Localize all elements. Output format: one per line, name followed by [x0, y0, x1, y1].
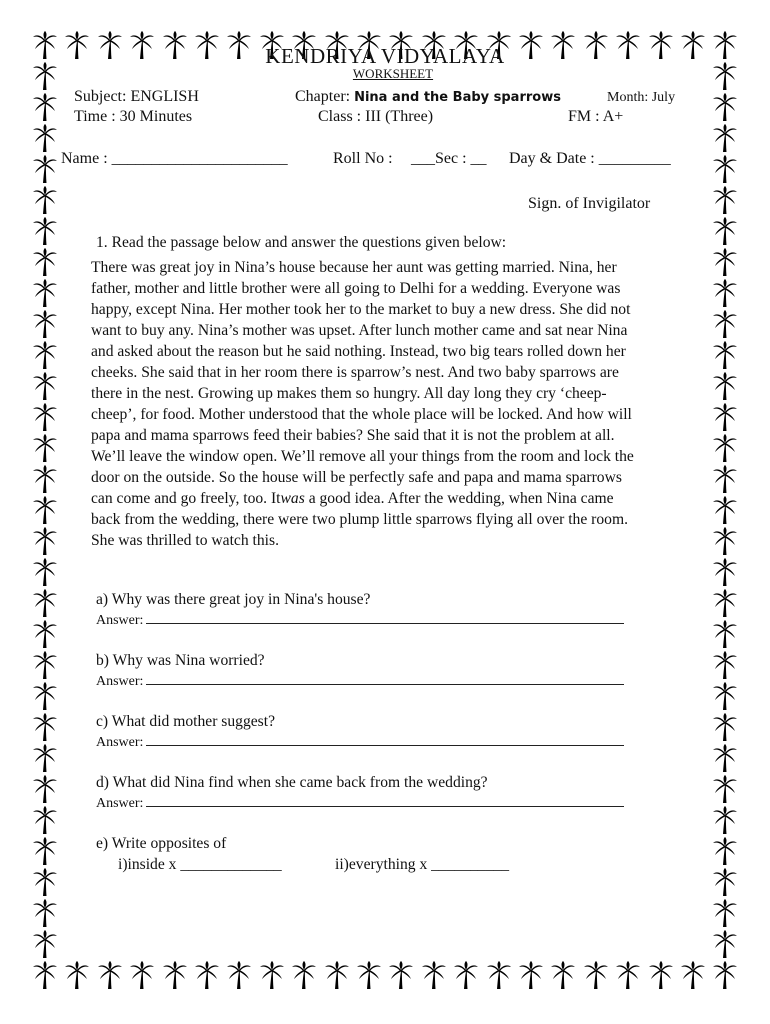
palm-tree-icon [388, 960, 414, 990]
palm-tree-icon [712, 650, 738, 680]
palm-tree-icon [129, 960, 155, 990]
passage-line: want to buy any. Nina’s mother was upset. After lunch mother came and sat near Nina [91, 322, 628, 339]
palm-tree-icon [712, 681, 738, 711]
palm-tree-icon [32, 185, 58, 215]
palm-tree-icon [712, 371, 738, 401]
palm-tree-icon [712, 898, 738, 928]
palm-tree-icon [583, 960, 609, 990]
palm-tree-icon [32, 588, 58, 618]
palm-tree-icon [32, 681, 58, 711]
question-e-part-2[interactable]: ii)everything x __________ [335, 856, 510, 873]
passage-line: there in the nest. Growing up makes them so hungry. All day long they cry ‘cheep- [91, 385, 607, 402]
passage-line: We’ll leave the window open. We’ll remove all your things from the room and lock the [91, 448, 634, 465]
answer-label: Answer: [96, 674, 144, 689]
palm-tree-icon [712, 836, 738, 866]
palm-tree-icon [712, 743, 738, 773]
question-e: e) Write opposites of [96, 835, 227, 852]
palm-tree-icon [421, 960, 447, 990]
fm-label: FM : A+ [568, 108, 624, 125]
question-b: b) Why was Nina worried? [96, 652, 265, 669]
month-label: Month: July [607, 90, 676, 105]
palm-tree-icon [32, 154, 58, 184]
palm-tree-icon [32, 278, 58, 308]
passage-line: papa and mama sparrows feed their babies? She said that it is not the problem at all. [91, 427, 615, 444]
palm-tree-icon [712, 929, 738, 959]
passage-line: and asked about the reason but he said nothing. Instead, two big tears rolled down her [91, 343, 626, 360]
question-1-instruction: 1. Read the passage below and answer the questions given below: [96, 234, 507, 251]
palm-tree-icon [32, 123, 58, 153]
passage-line: She was thrilled to watch this. [91, 532, 279, 549]
answer-line[interactable] [146, 611, 624, 624]
palm-tree-icon [712, 526, 738, 556]
palm-tree-icon [32, 836, 58, 866]
passage-line: father, mother and little brother were all going to Delhi for a wedding. Everyone was [91, 280, 621, 297]
palm-tree-icon [32, 867, 58, 897]
palm-tree-icon [712, 464, 738, 494]
palm-tree-icon [32, 650, 58, 680]
palm-tree-icon [648, 960, 674, 990]
passage-line: cheep’, for food. Mother understood that the whole place will be locked. And how will [91, 406, 632, 423]
palm-tree-icon [32, 464, 58, 494]
palm-tree-icon [32, 805, 58, 835]
palm-tree-icon [226, 960, 252, 990]
question-c: c) What did mother suggest? [96, 713, 275, 730]
palm-tree-icon [32, 247, 58, 277]
palm-tree-icon [712, 495, 738, 525]
palm-tree-icon [32, 526, 58, 556]
palm-tree-icon [32, 960, 58, 990]
palm-tree-icon [712, 774, 738, 804]
answer-line[interactable] [146, 733, 624, 746]
palm-tree-icon [32, 371, 58, 401]
palm-tree-icon [32, 92, 58, 122]
palm-tree-icon [712, 402, 738, 432]
palm-tree-icon [32, 402, 58, 432]
palm-tree-icon [712, 185, 738, 215]
palm-tree-icon [32, 712, 58, 742]
palm-tree-icon [712, 309, 738, 339]
palm-tree-icon [615, 960, 641, 990]
question-a: a) Why was there great joy in Nina's house? [96, 591, 371, 608]
palm-tree-icon [356, 960, 382, 990]
day-date-field: Day & Date : _________ [509, 150, 671, 167]
palm-tree-icon [291, 960, 317, 990]
answer-b[interactable] [96, 672, 624, 690]
class-label: Class : III (Three) [318, 108, 434, 125]
answer-a[interactable] [96, 611, 624, 629]
palm-tree-icon [712, 278, 738, 308]
answer-d[interactable] [96, 794, 624, 812]
chapter-name: Nina and the Baby sparrows [354, 90, 561, 105]
palm-tree-icon [194, 960, 220, 990]
passage-italic: was [280, 490, 305, 507]
palm-tree-icon [32, 743, 58, 773]
palm-tree-icon [712, 619, 738, 649]
passage-text: can come and go freely, too. It [91, 490, 281, 507]
chapter-label: Chapter: [295, 88, 351, 105]
palm-tree-icon [712, 123, 738, 153]
chapter-line [295, 88, 561, 106]
passage-line [91, 488, 713, 509]
palm-tree-icon [712, 92, 738, 122]
palm-tree-icon [32, 774, 58, 804]
passage-line: back from the wedding, there were two plump little sparrows flying all over the room. [91, 511, 628, 528]
passage-line: There was great joy in Nina’s house because her aunt was getting married. Nina, her [91, 259, 617, 276]
palm-tree-icon [453, 960, 479, 990]
palm-tree-icon [32, 216, 58, 246]
palm-tree-icon [259, 960, 285, 990]
worksheet-subtitle: WORKSHEET [352, 66, 434, 81]
palm-tree-icon [64, 960, 90, 990]
passage-line: cheeks. She said that in her room there is sparrow’s nest. And two baby sparrows are [91, 364, 619, 381]
palm-tree-icon [712, 960, 738, 990]
invigilator-sign: Sign. of Invigilator [528, 195, 651, 212]
palm-tree-icon [712, 805, 738, 835]
question-e-part-1[interactable]: i)inside x _____________ [118, 856, 282, 873]
palm-tree-icon [712, 216, 738, 246]
time-label: Time : 30 Minutes [74, 108, 193, 125]
palm-tree-icon [162, 960, 188, 990]
palm-tree-icon [550, 960, 576, 990]
palm-tree-icon [32, 433, 58, 463]
palm-tree-icon [712, 557, 738, 587]
palm-tree-icon [32, 340, 58, 370]
palm-tree-icon [32, 898, 58, 928]
name-field: Name : ______________________ [61, 150, 288, 167]
palm-tree-icon [712, 340, 738, 370]
passage-text: a good idea. After the wedding, when Nina came [304, 490, 614, 507]
palm-tree-icon [712, 712, 738, 742]
section-field: ___Sec : __ [411, 150, 487, 167]
reading-passage [91, 257, 713, 551]
palm-tree-icon [712, 247, 738, 277]
subject-label: Subject: ENGLISH [74, 88, 199, 105]
answer-c[interactable] [96, 733, 624, 751]
question-d: d) What did Nina find when she came back from the wedding? [96, 774, 488, 791]
palm-tree-icon [32, 619, 58, 649]
palm-tree-icon [712, 867, 738, 897]
answer-label: Answer: [96, 613, 144, 628]
passage-line: door on the outside. So the house will be perfectly safe and papa and mama sparrows [91, 469, 622, 486]
palm-tree-icon [712, 433, 738, 463]
palm-tree-icon [97, 960, 123, 990]
palm-tree-icon [518, 960, 544, 990]
school-title: KENDRIYA VIDYALAYA [265, 44, 505, 68]
palm-tree-icon [32, 309, 58, 339]
palm-tree-icon [32, 495, 58, 525]
answer-label: Answer: [96, 735, 144, 750]
palm-tree-icon [486, 960, 512, 990]
passage-line: happy, except Nina. Her mother took her to the market to buy a new dress. She did not [91, 301, 631, 318]
palm-tree-icon [32, 929, 58, 959]
palm-tree-icon [712, 154, 738, 184]
answer-line[interactable] [146, 672, 624, 685]
palm-tree-icon [32, 557, 58, 587]
answer-label: Answer: [96, 796, 144, 811]
palm-tree-icon [324, 960, 350, 990]
answer-line[interactable] [146, 794, 624, 807]
palm-tree-icon [680, 960, 706, 990]
palm-tree-icon [712, 588, 738, 618]
roll-no-field: Roll No : [333, 150, 393, 167]
